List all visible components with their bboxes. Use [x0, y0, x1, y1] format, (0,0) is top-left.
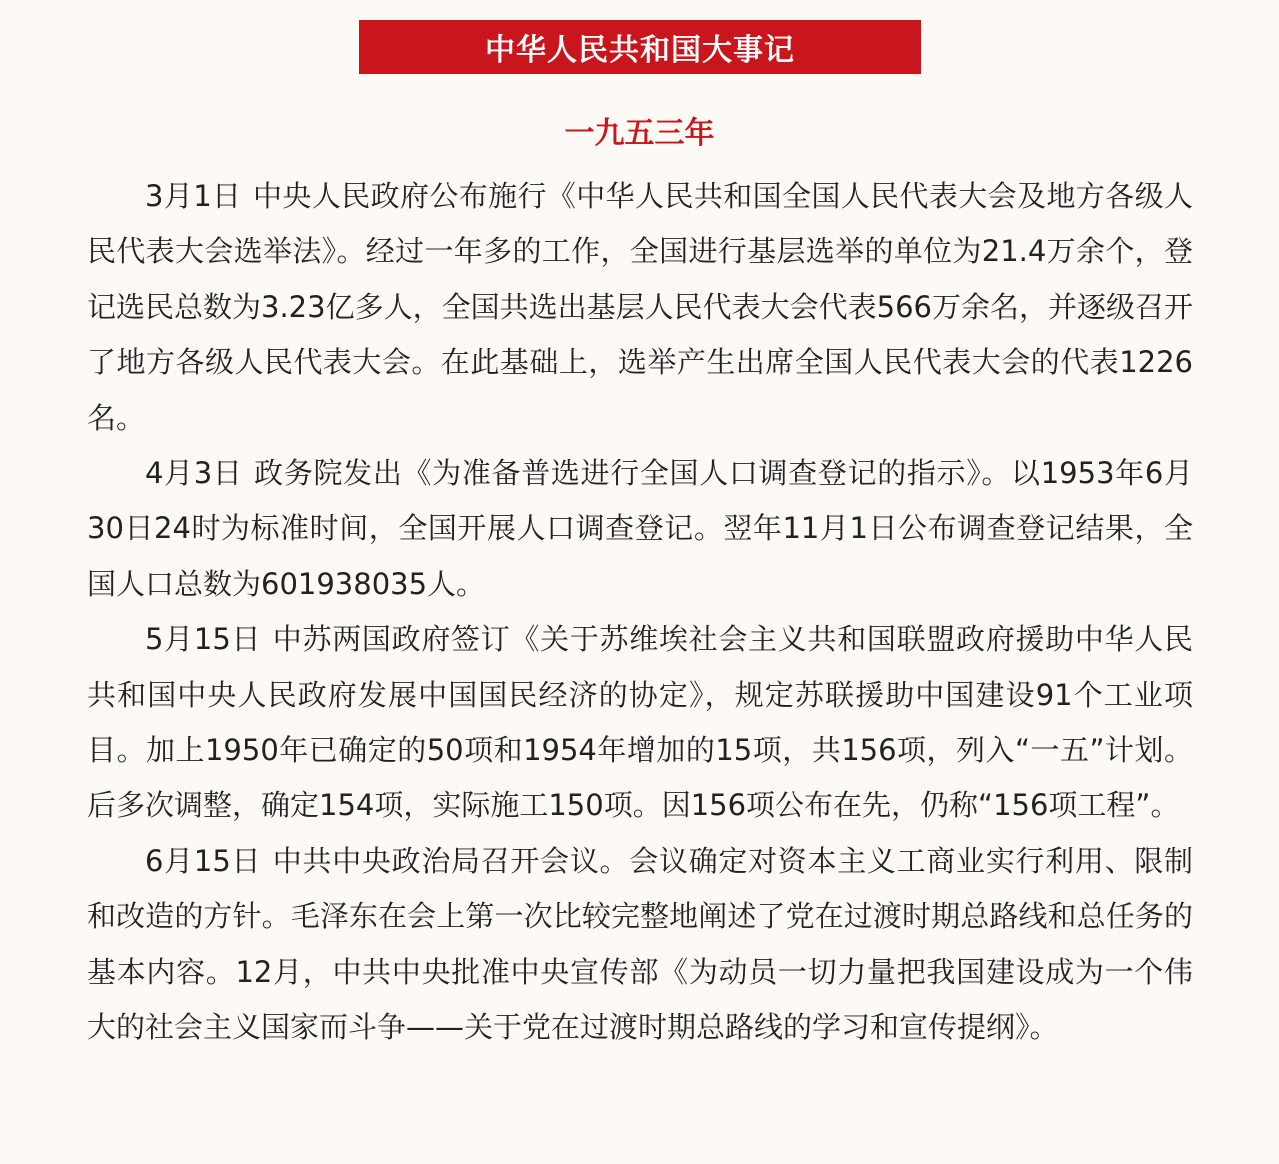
title-banner [359, 20, 921, 74]
chronicle-entry [87, 169, 1193, 446]
entry-date: 4月3日 [145, 456, 243, 491]
chronicle-body [87, 169, 1193, 1056]
chronicle-entry [87, 834, 1193, 1056]
entry-date: 3月1日 [145, 179, 242, 213]
entry-text: 中共中央政治局召开会议。会议确定对资本主义工商业实行利用、限制和改造的方针。毛泽东在会上第一次比较完整地阐述了党在过渡时期总路线和总任务的基本内容。12月，中共中央批准中央宣传部《为动员一切力量把我国建设成为一个伟大的社会主义国家而斗争——关于党在过渡时期总路线的学习和宣传提纲》。 [87, 843, 1193, 1045]
page-title: 中华人民共和国大事记 [485, 33, 795, 68]
entry-text: 中苏两国政府签订《关于苏维埃社会主义共和国联盟政府援助中华人民共和国中央人民政府发展中国国民经济的协定》，规定苏联援助中国建设91个工业项目。加上1950年已确定的50项和1954年增加的15项，共156项，列入“一五”计划。后多次调整，确定154项，实际施工150项。因156项公布在先，仍称“156项工程”。 [87, 622, 1193, 823]
chronicle-entry [87, 612, 1193, 834]
chronicle-entry [87, 446, 1193, 612]
entry-text: 政务院发出《为准备普选进行全国人口调查登记的指示》。以1953年6月30日24时为标准时间，全国开展人口调查登记。翌年11月1日公布调查登记结果，全国人口总数为601938035人。 [87, 456, 1193, 601]
entry-date: 6月15日 [145, 843, 262, 878]
entry-text: 中央人民政府公布施行《中华人民共和国全国人民代表大会及地方各级人民代表大会选举法》。经过一年多的工作，全国进行基层选举的单位为21.4万余个，登记选民总数为3.23亿多人，全国共选出基层人民代表大会代表566万余名，并逐级召开了地方各级人民代表大会。在此基础上，选举产生出席全国人民代表大会的代表1226名。 [87, 179, 1193, 435]
year-heading: 一九五三年 [564, 116, 715, 151]
entry-date: 5月15日 [145, 622, 262, 657]
